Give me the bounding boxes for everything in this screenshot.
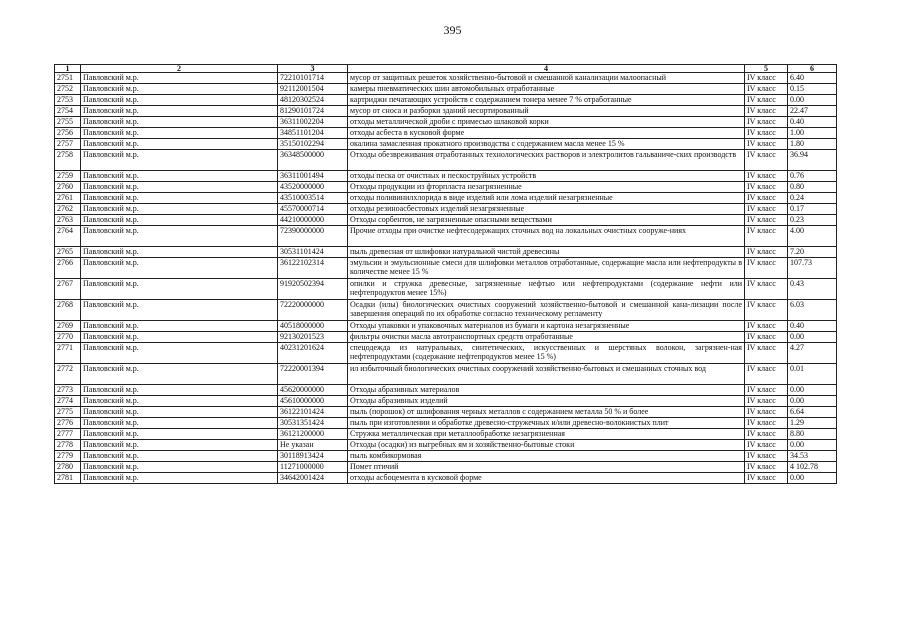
row-number-cell: 2755 [55,117,81,128]
waste-code-cell: 30531351424 [278,418,348,429]
hazard-class-cell: IV класс [745,139,788,150]
amount-cell: 1.80 [788,139,837,150]
table-row [55,451,837,462]
table-row [55,462,837,473]
district-cell: Павловский м.р. [81,171,278,182]
row-number-cell: 2768 [55,300,81,321]
hazard-class-cell: IV класс [745,215,788,226]
row-number-cell: 2753 [55,95,81,106]
hazard-class-cell: IV класс [745,258,788,279]
amount-cell: 4 102.78 [788,462,837,473]
waste-description-cell: фильтры очистки масла автотранспортных средств отработанные [348,332,745,343]
hazard-class-cell: IV класс [745,84,788,95]
waste-code-cell: 72210101714 [278,73,348,84]
row-number-cell: 2764 [55,226,81,247]
row-number-cell: 2765 [55,247,81,258]
table-row [55,440,837,451]
amount-cell: 6.64 [788,407,837,418]
amount-cell: 0.00 [788,440,837,451]
table-row [55,429,837,440]
hazard-class-cell: IV класс [745,451,788,462]
row-number-cell: 2772 [55,364,81,385]
amount-cell: 0.17 [788,204,837,215]
table-row [55,215,837,226]
waste-description-cell: Прочие отходы при очистке нефтесодержащих сточных вод на локальных очистных сооруже-ниях [348,226,745,247]
waste-description-cell: ил избыточный биологических очистных сооружений хозяйственно-бытовых и смешанных сточных вод [348,364,745,385]
amount-cell: 8.80 [788,429,837,440]
waste-description-cell: пыль (порошок) от шлифования черных металлов с содержанием металла 50 % и более [348,407,745,418]
amount-cell: 4.27 [788,343,837,364]
amount-cell: 22.47 [788,106,837,117]
table-row [55,279,837,300]
waste-code-cell: 48120302524 [278,95,348,106]
waste-code-cell: 43510003514 [278,193,348,204]
hazard-class-cell: IV класс [745,95,788,106]
table-row [55,73,837,84]
hazard-class-cell: IV класс [745,204,788,215]
hazard-class-cell: IV класс [745,440,788,451]
waste-description-cell: отходы резиноасбестовых изделий незагрязненные [348,204,745,215]
hazard-class-cell: IV класс [745,106,788,117]
waste-description-cell: Помет птичий [348,462,745,473]
district-cell: Павловский м.р. [81,73,278,84]
waste-code-cell: 45620000000 [278,385,348,396]
waste-code-cell: Не указан [278,440,348,451]
hazard-class-cell: IV класс [745,150,788,171]
waste-description-cell: Отходы (осадки) из выгребных ям и хозяйственно-бытовые стоки [348,440,745,451]
district-cell: Павловский м.р. [81,385,278,396]
hazard-class-cell: IV класс [745,171,788,182]
waste-code-cell: 40518000000 [278,321,348,332]
table-row [55,247,837,258]
district-cell: Павловский м.р. [81,204,278,215]
district-cell: Павловский м.р. [81,226,278,247]
hazard-class-cell: IV класс [745,279,788,300]
waste-code-cell: 36121200000 [278,429,348,440]
district-cell: Павловский м.р. [81,418,278,429]
table-row [55,321,837,332]
district-cell: Павловский м.р. [81,128,278,139]
row-number-cell: 2758 [55,150,81,171]
waste-description-cell: картриджи печатающих устройств с содержанием тонера менее 7 % отработанные [348,95,745,106]
hazard-class-cell: IV класс [745,73,788,84]
waste-code-cell: 36122101424 [278,407,348,418]
district-cell: Павловский м.р. [81,451,278,462]
district-cell: Павловский м.р. [81,396,278,407]
table-row [55,171,837,182]
waste-code-cell: 36311001494 [278,171,348,182]
district-cell: Павловский м.р. [81,332,278,343]
hazard-class-cell: IV класс [745,117,788,128]
amount-cell: 1.00 [788,128,837,139]
waste-code-cell: 72220000000 [278,300,348,321]
waste-description-cell: отходы асбоцемента в кусковой форме [348,473,745,484]
waste-description-cell: Отходы абразивных изделий [348,396,745,407]
hazard-class-cell: IV класс [745,407,788,418]
hazard-class-cell: IV класс [745,193,788,204]
header-row [55,65,837,73]
district-cell: Павловский м.р. [81,182,278,193]
waste-code-cell: 43520000000 [278,182,348,193]
table-row [55,473,837,484]
district-cell: Павловский м.р. [81,247,278,258]
district-cell: Павловский м.р. [81,95,278,106]
amount-cell: 0.23 [788,215,837,226]
waste-code-cell: 36311002204 [278,117,348,128]
row-number-cell: 2760 [55,182,81,193]
waste-code-cell: 40231201624 [278,343,348,364]
table-row [55,95,837,106]
table-row [55,418,837,429]
amount-cell: 0.80 [788,182,837,193]
amount-cell: 6.03 [788,300,837,321]
hazard-class-cell: IV класс [745,418,788,429]
district-cell: Павловский м.р. [81,321,278,332]
waste-code-cell: 45570000714 [278,204,348,215]
waste-table [54,64,837,484]
table-row [55,106,837,117]
waste-description-cell: пыль комбикормовая [348,451,745,462]
hazard-class-cell: IV класс [745,429,788,440]
waste-description-cell: мусор от сноса и разборки зданий несортированный [348,106,745,117]
waste-code-cell: 92130201523 [278,332,348,343]
district-cell: Павловский м.р. [81,440,278,451]
row-number-cell: 2781 [55,473,81,484]
amount-cell: 1.29 [788,418,837,429]
district-cell: Павловский м.р. [81,343,278,364]
waste-description-cell: Отходы продукции из фторпласта незагрязненные [348,182,745,193]
row-number-cell: 2777 [55,429,81,440]
table-row [55,258,837,279]
district-cell: Павловский м.р. [81,407,278,418]
row-number-cell: 2754 [55,106,81,117]
waste-code-cell: 92112001504 [278,84,348,95]
hazard-class-cell: IV класс [745,182,788,193]
row-number-cell: 2759 [55,171,81,182]
waste-code-cell: 81290101724 [278,106,348,117]
header-col-4: 4 [348,65,745,73]
header-col-2: 2 [81,65,278,73]
waste-description-cell: Осадки (илы) биологических очистных сооружений хозяйственно-бытовой и смешанной кана-лизации после завершения операций по их обработке согласно техническому регламенту [348,300,745,321]
waste-description-cell: спецодежда из натуральных, синтетических, искусственных и шерстяных волокон, загрязнен-ная нефтепродуктами (содержание нефтепродуктов менее 15 %) [348,343,745,364]
waste-description-cell: Отходы сорбентов, не загрязненные опасными веществами [348,215,745,226]
hazard-class-cell: IV класс [745,300,788,321]
district-cell: Павловский м.р. [81,215,278,226]
waste-description-cell: камеры пневматических шин автомобильных отработанные [348,84,745,95]
hazard-class-cell: IV класс [745,128,788,139]
hazard-class-cell: IV класс [745,247,788,258]
amount-cell: 0.15 [788,84,837,95]
waste-description-cell: эмульсии и эмульсионные смеси для шлифовки металлов отработанные, содержащие масла или нефтепродукты в количестве менее 15 % [348,258,745,279]
district-cell: Павловский м.р. [81,106,278,117]
header-col-1: 1 [55,65,81,73]
amount-cell: 34.53 [788,451,837,462]
table-row [55,226,837,247]
district-cell: Павловский м.р. [81,279,278,300]
waste-code-cell: 44210000000 [278,215,348,226]
waste-code-cell: 34851101204 [278,128,348,139]
amount-cell: 0.00 [788,332,837,343]
district-cell: Павловский м.р. [81,364,278,385]
row-number-cell: 2751 [55,73,81,84]
waste-code-cell: 72390000000 [278,226,348,247]
table-row [55,204,837,215]
table-body [55,73,837,484]
hazard-class-cell: IV класс [745,396,788,407]
table-row [55,332,837,343]
hazard-class-cell: IV класс [745,321,788,332]
row-number-cell: 2776 [55,418,81,429]
amount-cell: 0.01 [788,364,837,385]
district-cell: Павловский м.р. [81,117,278,128]
row-number-cell: 2757 [55,139,81,150]
amount-cell: 0.76 [788,171,837,182]
waste-description-cell: отходы асбеста в кусковой форме [348,128,745,139]
table-row [55,139,837,150]
waste-description-cell: отходы металлической дроби с примесью шлаковой корки [348,117,745,128]
row-number-cell: 2779 [55,451,81,462]
row-number-cell: 2767 [55,279,81,300]
waste-description-cell: отходы поливинилхлорида в виде изделий или лома изделий незагрязненные [348,193,745,204]
row-number-cell: 2762 [55,204,81,215]
hazard-class-cell: IV класс [745,332,788,343]
row-number-cell: 2778 [55,440,81,451]
waste-code-cell: 45610000000 [278,396,348,407]
waste-code-cell: 72220001394 [278,364,348,385]
waste-code-cell: 35150102294 [278,139,348,150]
header-col-6: 6 [788,65,837,73]
table-row [55,343,837,364]
district-cell: Павловский м.р. [81,429,278,440]
waste-code-cell: 34642001424 [278,473,348,484]
amount-cell: 4.00 [788,226,837,247]
waste-code-cell: 30118913424 [278,451,348,462]
amount-cell: 0.40 [788,321,837,332]
row-number-cell: 2771 [55,343,81,364]
district-cell: Павловский м.р. [81,473,278,484]
hazard-class-cell: IV класс [745,462,788,473]
table-row [55,182,837,193]
waste-description-cell: пыль древесная от шлифовки натуральной чистой древесины [348,247,745,258]
waste-code-cell: 11271000000 [278,462,348,473]
waste-code-cell: 91920502394 [278,279,348,300]
waste-description-cell: Отходы обезвреживания отработанных технологических растворов и электролитов гальваниче-ских производств [348,150,745,171]
row-number-cell: 2775 [55,407,81,418]
district-cell: Павловский м.р. [81,258,278,279]
amount-cell: 0.43 [788,279,837,300]
district-cell: Павловский м.р. [81,193,278,204]
waste-code-cell: 36122102314 [278,258,348,279]
row-number-cell: 2774 [55,396,81,407]
table-row [55,300,837,321]
table-row [55,396,837,407]
district-cell: Павловский м.р. [81,139,278,150]
waste-description-cell: Отходы абразивных материалов [348,385,745,396]
amount-cell: 0.40 [788,117,837,128]
row-number-cell: 2761 [55,193,81,204]
waste-description-cell: Отходы упаковки и упаковочных материалов из бумаги и картона незагрязненные [348,321,745,332]
waste-description-cell: отходы песка от очистных и пескоструйных устройств [348,171,745,182]
district-cell: Павловский м.р. [81,300,278,321]
amount-cell: 107.73 [788,258,837,279]
amount-cell: 7.20 [788,247,837,258]
district-cell: Павловский м.р. [81,462,278,473]
row-number-cell: 2773 [55,385,81,396]
waste-code-cell: 30531101424 [278,247,348,258]
table-row [55,385,837,396]
waste-description-cell: опилки и стружка древесные, загрязненные нефтью или нефтепродуктами (содержание нефти или нефтепродуктов менее 15%) [348,279,745,300]
page-number: 395 [443,23,462,37]
table-row [55,150,837,171]
waste-description-cell: пыль при изготовлении и обработке древесно-стружечных и/или древесно-волокнистых плит [348,418,745,429]
district-cell: Павловский м.р. [81,84,278,95]
row-number-cell: 2780 [55,462,81,473]
table-row [55,84,837,95]
row-number-cell: 2763 [55,215,81,226]
row-number-cell: 2752 [55,84,81,95]
amount-cell: 36.94 [788,150,837,171]
waste-description-cell: окалина замасленная прокатного производства с содержанием масла менее 15 % [348,139,745,150]
table-row [55,128,837,139]
hazard-class-cell: IV класс [745,385,788,396]
table-row [55,364,837,385]
waste-description-cell: мусор от защитных решеток хозяйственно-бытовой и смешанной канализации малоопасный [348,73,745,84]
amount-cell: 0.00 [788,95,837,106]
header-col-5: 5 [745,65,788,73]
hazard-class-cell: IV класс [745,473,788,484]
hazard-class-cell: IV класс [745,343,788,364]
amount-cell: 0.00 [788,473,837,484]
hazard-class-cell: IV класс [745,226,788,247]
table-row [55,193,837,204]
district-cell: Павловский м.р. [81,150,278,171]
waste-code-cell: 36348500000 [278,150,348,171]
hazard-class-cell: IV класс [745,364,788,385]
table-row [55,117,837,128]
amount-cell: 0.00 [788,385,837,396]
header-col-3: 3 [278,65,348,73]
row-number-cell: 2769 [55,321,81,332]
table-row [55,407,837,418]
row-number-cell: 2766 [55,258,81,279]
row-number-cell: 2756 [55,128,81,139]
amount-cell: 6.40 [788,73,837,84]
waste-description-cell: Стружка металлическая при металлообработке незагрязненная [348,429,745,440]
row-number-cell: 2770 [55,332,81,343]
amount-cell: 0.24 [788,193,837,204]
amount-cell: 0.00 [788,396,837,407]
